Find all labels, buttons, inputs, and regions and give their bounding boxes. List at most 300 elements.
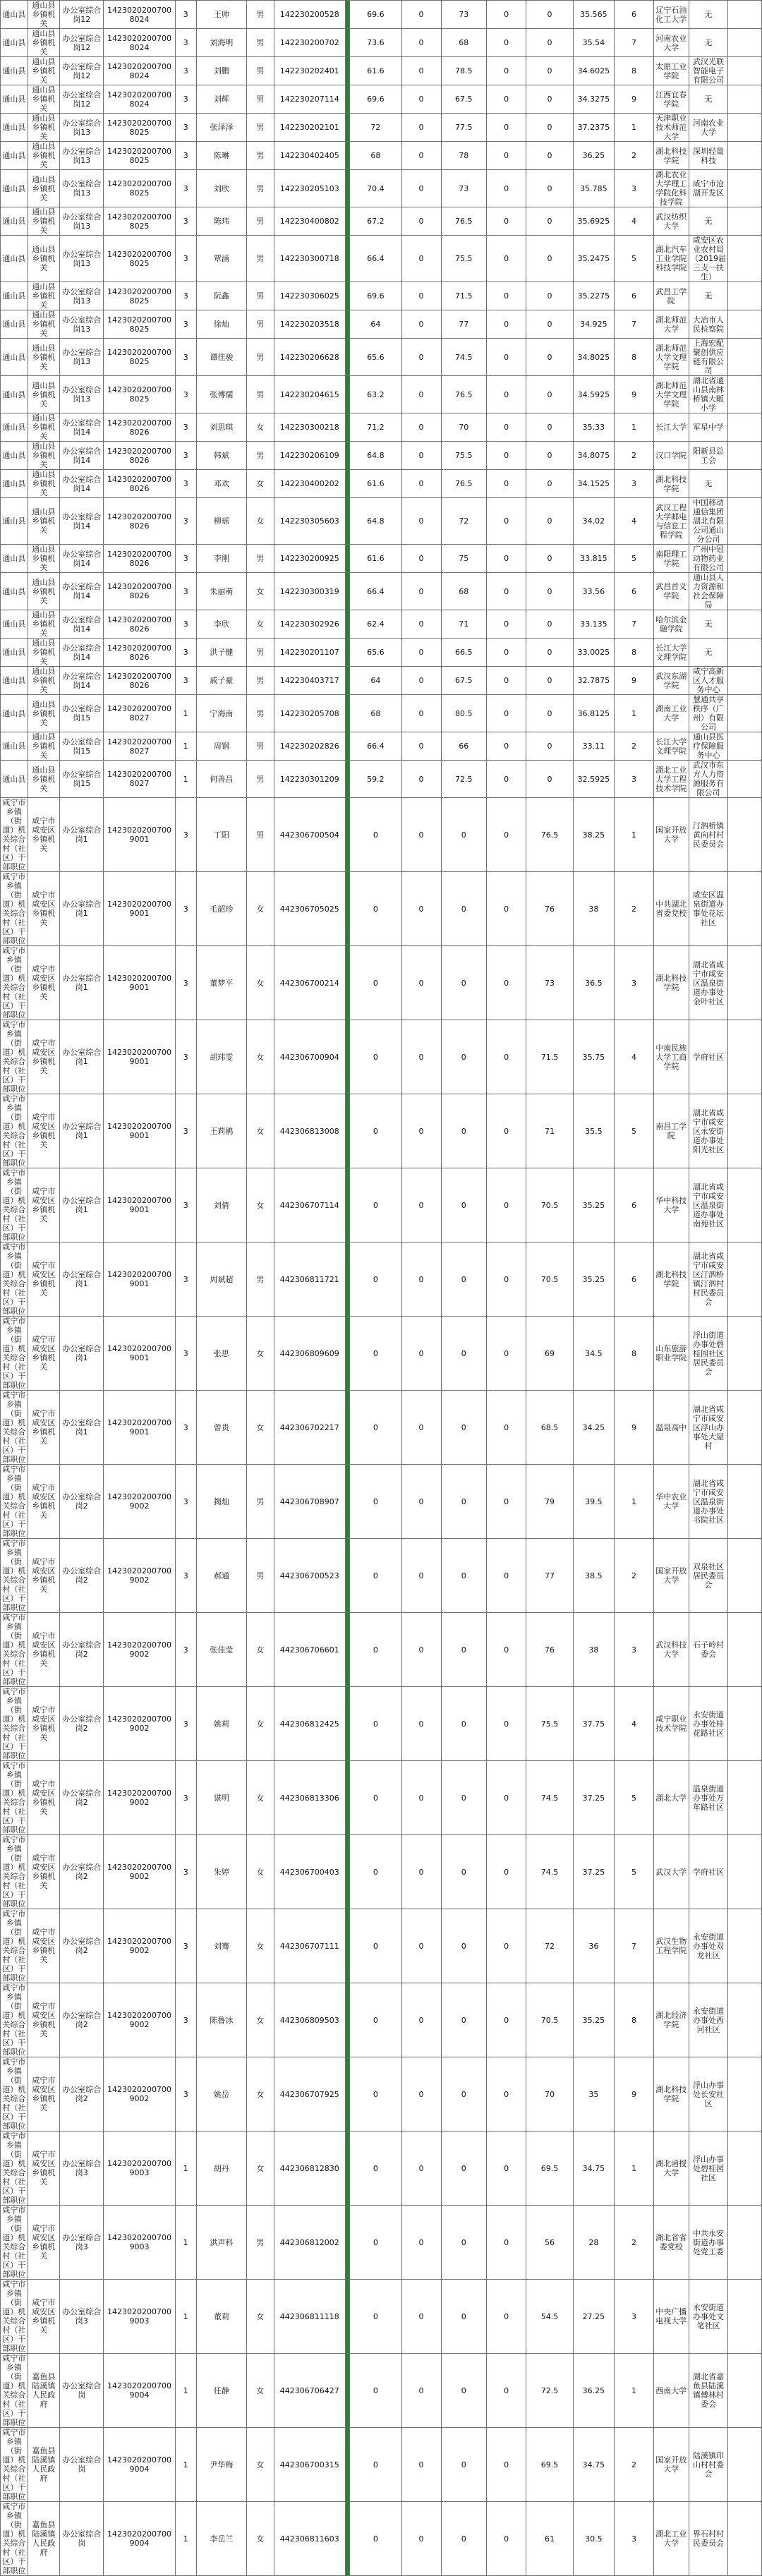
unit-cell: 咸宁市乡镇（街道）机关综合村（社区）干部职位	[1, 946, 28, 1020]
gender-cell: 男	[246, 170, 274, 207]
name-cell: 阮鑫	[196, 282, 246, 310]
name-cell: 宁海南	[196, 695, 246, 732]
gender-cell: 男	[246, 1242, 274, 1317]
quota-cell: 1	[175, 2131, 196, 2206]
school-cell: 汉口学院	[653, 442, 689, 470]
workplace-cell: 大冶市人民检察院	[689, 310, 728, 339]
rank-cell: 1	[614, 114, 653, 142]
unit-cell: 通山县	[1, 85, 28, 114]
quota-cell: 3	[175, 798, 196, 872]
total-score-cell: 33.0025	[573, 639, 614, 667]
score-cell-3: 0	[441, 1094, 487, 1168]
rank-cell: 5	[614, 1835, 653, 1909]
position-cell: 办公室综合岗12	[59, 29, 103, 57]
quota-cell: 3	[175, 29, 196, 57]
ticket-number-cell: 442306705025	[274, 872, 345, 946]
position-code-cell: 14230202007009001	[104, 946, 175, 1020]
unit-cell: 通山县	[1, 639, 28, 667]
position-cell: 办公室综合岗2	[59, 1835, 103, 1909]
position-cell: 办公室综合岗15	[59, 732, 103, 761]
score-cell-2: 0	[401, 470, 441, 498]
score-cell-1: 0	[350, 1761, 401, 1835]
position-code-cell: 14230202007008026	[104, 667, 175, 695]
school-cell: 华中农业大学	[653, 1465, 689, 1539]
score-cell-2: 0	[401, 872, 441, 946]
unit-cell: 通山县	[1, 761, 28, 798]
workplace-cell: 无	[689, 610, 728, 639]
workplace-cell: 永安街道办事处西河社区	[689, 1983, 728, 2057]
score-cell-1: 66.4	[350, 236, 401, 282]
workplace-cell: 浮山办事处碧桂园社区	[689, 2131, 728, 2206]
score-cell-5: 0	[526, 282, 574, 310]
quota-cell: 3	[175, 1983, 196, 2057]
score-cell-2: 0	[401, 376, 441, 413]
ticket-number-cell: 142230302926	[274, 610, 345, 639]
blank-cell	[728, 1094, 762, 1168]
school-cell: 中南民族大学工商学院	[653, 1020, 689, 1094]
unit-cell: 通山县	[1, 573, 28, 610]
unit-cell: 通山县	[1, 207, 28, 236]
table-row	[1, 545, 762, 573]
school-cell: 武汉东湖学院	[653, 667, 689, 695]
score-cell-5: 0	[526, 142, 574, 170]
rank-cell: 3	[614, 170, 653, 207]
score-cell-4: 0	[487, 1539, 526, 1613]
school-cell: 哈尔滨金融学院	[653, 610, 689, 639]
position-cell: 办公室综合岗1	[59, 798, 103, 872]
score-cell-4: 0	[487, 1983, 526, 2057]
ticket-number-cell: 142230205708	[274, 695, 345, 732]
score-cell-5: 0	[526, 114, 574, 142]
employer-cell: 咸宁市咸安区乡镇机关	[28, 798, 59, 872]
score-cell-3: 68	[441, 29, 487, 57]
position-code-cell: 14230202007008026	[104, 470, 175, 498]
workplace-cell: 永安街道办事处文笔社区	[689, 2280, 728, 2354]
rank-cell: 3	[614, 761, 653, 798]
blank-cell	[728, 732, 762, 761]
workplace-cell: 无	[689, 470, 728, 498]
employer-cell: 咸宁市咸安区乡镇机关	[28, 1168, 59, 1242]
quota-cell: 3	[175, 1317, 196, 1391]
position-code-cell: 14230202007009002	[104, 1909, 175, 1983]
total-score-cell: 34.5	[573, 1317, 614, 1391]
score-cell-2: 0	[401, 339, 441, 376]
score-cell-3: 78	[441, 142, 487, 170]
score-cell-2: 0	[401, 1761, 441, 1835]
position-cell: 办公室综合岗14	[59, 545, 103, 573]
score-cell-5: 69.5	[526, 2428, 574, 2502]
score-cell-3: 73	[441, 170, 487, 207]
ticket-number-cell: 142230205103	[274, 170, 345, 207]
score-cell-3: 0	[441, 1020, 487, 1094]
score-cell-1: 68	[350, 142, 401, 170]
position-cell: 办公室综合岗13	[59, 236, 103, 282]
position-code-cell: 14230202007009001	[104, 798, 175, 872]
gender-cell: 男	[246, 695, 274, 732]
score-cell-1: 67.2	[350, 207, 401, 236]
table-row	[1, 1094, 762, 1168]
gender-cell: 女	[246, 413, 274, 442]
blank-cell	[728, 1983, 762, 2057]
gender-cell: 女	[246, 2502, 274, 2576]
quota-cell: 3	[175, 2057, 196, 2131]
name-cell: 姚岳	[196, 2057, 246, 2131]
blank-cell	[728, 282, 762, 310]
position-cell: 办公室综合岗13	[59, 207, 103, 236]
score-cell-4: 0	[487, 1094, 526, 1168]
name-cell: 毛韶珍	[196, 872, 246, 946]
position-cell: 办公室综合岗1	[59, 1242, 103, 1317]
score-cell-3: 0	[441, 798, 487, 872]
quota-cell: 1	[175, 2428, 196, 2502]
workplace-cell: 无	[689, 639, 728, 667]
name-cell: 尹华梅	[196, 2428, 246, 2502]
score-cell-2: 0	[401, 236, 441, 282]
position-cell: 办公室综合岗1	[59, 1168, 103, 1242]
gender-cell: 男	[246, 667, 274, 695]
school-cell: 太原工业学院	[653, 57, 689, 85]
position-code-cell: 14230202007009001	[104, 1020, 175, 1094]
score-cell-3: 0	[441, 1242, 487, 1317]
blank-cell	[728, 2280, 762, 2354]
workplace-cell: 咸宁高新区人才服务中心	[689, 667, 728, 695]
score-cell-2: 0	[401, 1983, 441, 2057]
score-cell-1: 64	[350, 310, 401, 339]
score-cell-1: 71.2	[350, 413, 401, 442]
workplace-cell: 永安街道办事处双龙社区	[689, 1909, 728, 1983]
blank-cell	[728, 207, 762, 236]
school-cell: 湖北科技学院	[653, 142, 689, 170]
position-code-cell: 14230202007009004	[104, 2354, 175, 2428]
position-code-cell: 14230202007008024	[104, 85, 175, 114]
gender-cell: 男	[246, 798, 274, 872]
workplace-cell: 河南农业大学	[689, 114, 728, 142]
name-cell: 王帅	[196, 1, 246, 29]
position-cell: 办公室综合岗2	[59, 2057, 103, 2131]
score-cell-5: 0	[526, 732, 574, 761]
score-cell-4: 0	[487, 1613, 526, 1687]
table-row	[1, 57, 762, 85]
score-cell-1: 0	[350, 2280, 401, 2354]
quota-cell: 3	[175, 1835, 196, 1909]
gender-cell: 男	[246, 376, 274, 413]
position-cell: 办公室综合岗14	[59, 667, 103, 695]
score-cell-4: 0	[487, 1761, 526, 1835]
blank-cell	[728, 114, 762, 142]
position-cell: 办公室综合岗12	[59, 57, 103, 85]
unit-cell: 通山县	[1, 310, 28, 339]
quota-cell: 1	[175, 2502, 196, 2576]
position-code-cell: 14230202007009002	[104, 1835, 175, 1909]
position-code-cell: 14230202007008025	[104, 114, 175, 142]
blank-cell	[728, 695, 762, 732]
ticket-number-cell: 142230202826	[274, 732, 345, 761]
employer-cell: 咸宁市咸安区乡镇机关	[28, 1465, 59, 1539]
score-cell-4: 0	[487, 470, 526, 498]
total-score-cell: 34.8025	[573, 339, 614, 376]
employer-cell: 通山县乡镇机关	[28, 57, 59, 85]
unit-cell: 咸宁市乡镇（街道）机关综合村（社区）干部职位	[1, 1983, 28, 2057]
quota-cell: 3	[175, 1391, 196, 1465]
score-cell-1: 69.6	[350, 282, 401, 310]
unit-cell: 通山县	[1, 57, 28, 85]
table-row	[1, 1761, 762, 1835]
unit-cell: 咸宁市乡镇（街道）机关综合村（社区）干部职位	[1, 1539, 28, 1613]
table-row	[1, 610, 762, 639]
unit-cell: 咸宁市乡镇（街道）机关综合村（社区）干部职位	[1, 2280, 28, 2354]
score-cell-3: 74.5	[441, 339, 487, 376]
employer-cell: 通山县乡镇机关	[28, 442, 59, 470]
employer-cell: 咸宁市咸安区乡镇机关	[28, 1687, 59, 1761]
score-cell-1: 69.6	[350, 1, 401, 29]
employer-cell: 通山县乡镇机关	[28, 667, 59, 695]
gender-cell: 男	[246, 639, 274, 667]
table-row	[1, 1317, 762, 1391]
score-cell-1: 0	[350, 2502, 401, 2576]
school-cell: 湖北工业大学工程技术学院	[653, 761, 689, 798]
score-cell-5: 0	[526, 442, 574, 470]
gender-cell: 女	[246, 1613, 274, 1687]
table-row	[1, 29, 762, 57]
score-cell-1: 62.4	[350, 610, 401, 639]
blank-cell	[728, 57, 762, 85]
gender-cell: 女	[246, 1687, 274, 1761]
score-cell-2: 0	[401, 1168, 441, 1242]
score-cell-3: 0	[441, 2057, 487, 2131]
score-cell-4: 0	[487, 1465, 526, 1539]
ticket-number-cell: 442306707925	[274, 2057, 345, 2131]
table-row	[1, 1613, 762, 1687]
score-cell-5: 0	[526, 498, 574, 545]
score-cell-3: 0	[441, 2280, 487, 2354]
score-cell-3: 70	[441, 413, 487, 442]
total-score-cell: 33.815	[573, 545, 614, 573]
score-cell-5: 72	[526, 1909, 574, 1983]
school-cell: 武汉工程大学邮电与信息工程学院	[653, 498, 689, 545]
name-cell: 刘辉	[196, 85, 246, 114]
blank-cell	[728, 339, 762, 376]
name-cell: 李岳兰	[196, 2502, 246, 2576]
unit-cell: 通山县	[1, 695, 28, 732]
score-cell-5: 76.5	[526, 798, 574, 872]
gender-cell: 男	[246, 236, 274, 282]
score-cell-4: 0	[487, 610, 526, 639]
position-code-cell: 14230202007009004	[104, 2502, 175, 2576]
total-score-cell: 35.2275	[573, 282, 614, 310]
position-code-cell: 14230202007009002	[104, 2057, 175, 2131]
position-cell: 办公室综合岗13	[59, 282, 103, 310]
school-cell: 国家开放大学	[653, 2428, 689, 2502]
unit-cell: 通山县	[1, 732, 28, 761]
unit-cell: 通山县	[1, 1, 28, 29]
score-cell-3: 0	[441, 946, 487, 1020]
score-cell-2: 0	[401, 732, 441, 761]
quota-cell: 3	[175, 413, 196, 442]
quota-cell: 3	[175, 545, 196, 573]
school-cell: 湖北函授大学	[653, 2131, 689, 2206]
score-cell-2: 0	[401, 1539, 441, 1613]
school-cell: 温泉高中	[653, 1391, 689, 1465]
workplace-cell: 武汉市东方人力资源服务有限公司	[689, 761, 728, 798]
table-row	[1, 1465, 762, 1539]
position-code-cell: 14230202007008024	[104, 1, 175, 29]
ticket-number-cell: 142230300718	[274, 236, 345, 282]
score-cell-2: 0	[401, 1835, 441, 1909]
school-cell: 华中科技大学	[653, 1168, 689, 1242]
score-cell-5: 70.5	[526, 1242, 574, 1317]
score-cell-5: 56	[526, 2206, 574, 2280]
employer-cell: 咸宁市咸安区乡镇机关	[28, 1020, 59, 1094]
total-score-cell: 34.25	[573, 1391, 614, 1465]
score-cell-1: 65.6	[350, 639, 401, 667]
name-cell: 刘欣	[196, 170, 246, 207]
unit-cell: 咸宁市乡镇（街道）机关综合村（社区）干部职位	[1, 1094, 28, 1168]
score-cell-3: 0	[441, 2502, 487, 2576]
total-score-cell: 38.25	[573, 798, 614, 872]
position-code-cell: 14230202007009002	[104, 1761, 175, 1835]
position-code-cell: 14230202007008027	[104, 695, 175, 732]
workplace-cell: 军星中学	[689, 413, 728, 442]
name-cell: 姚莉	[196, 1687, 246, 1761]
school-cell: 湖北科技学院	[653, 946, 689, 1020]
table-row	[1, 1, 762, 29]
employer-cell: 通山县乡镇机关	[28, 236, 59, 282]
school-cell: 武汉科技大学	[653, 1613, 689, 1687]
score-cell-1: 63.2	[350, 376, 401, 413]
ticket-number-cell: 142230306025	[274, 282, 345, 310]
unit-cell: 咸宁市乡镇（街道）机关综合村（社区）干部职位	[1, 2428, 28, 2502]
score-cell-5: 71	[526, 1094, 574, 1168]
score-cell-4: 0	[487, 236, 526, 282]
employer-cell: 通山县乡镇机关	[28, 310, 59, 339]
score-cell-5: 74.5	[526, 1835, 574, 1909]
score-cell-2: 0	[401, 1020, 441, 1094]
blank-cell	[728, 1465, 762, 1539]
blank-cell	[728, 442, 762, 470]
position-cell: 办公室综合岗1	[59, 1317, 103, 1391]
rank-cell: 8	[614, 57, 653, 85]
score-cell-4: 0	[487, 2502, 526, 2576]
name-cell: 揭灿	[196, 1465, 246, 1539]
position-code-cell: 14230202007009004	[104, 2428, 175, 2502]
ticket-number-cell: 442306812002	[274, 2206, 345, 2280]
unit-cell: 咸宁市乡镇（街道）机关综合村（社区）干部职位	[1, 1687, 28, 1761]
quota-cell: 3	[175, 1168, 196, 1242]
blank-cell	[728, 610, 762, 639]
ticket-number-cell: 142230200925	[274, 545, 345, 573]
position-cell: 办公室综合岗2	[59, 1465, 103, 1539]
score-cell-1: 0	[350, 1242, 401, 1317]
score-cell-3: 80.5	[441, 695, 487, 732]
employer-cell: 咸宁市咸安区乡镇机关	[28, 946, 59, 1020]
gender-cell: 男	[246, 57, 274, 85]
score-cell-3: 77.5	[441, 114, 487, 142]
total-score-cell: 34.6025	[573, 57, 614, 85]
rank-cell: 9	[614, 667, 653, 695]
score-cell-1: 0	[350, 1168, 401, 1242]
score-cell-2: 0	[401, 2057, 441, 2131]
quota-cell: 3	[175, 1687, 196, 1761]
rank-cell: 3	[614, 2502, 653, 2576]
score-cell-3: 75	[441, 545, 487, 573]
score-cell-4: 0	[487, 413, 526, 442]
quota-cell: 3	[175, 282, 196, 310]
quota-cell: 3	[175, 1242, 196, 1317]
unit-cell: 通山县	[1, 470, 28, 498]
total-score-cell: 35.75	[573, 1020, 614, 1094]
score-cell-2: 0	[401, 2131, 441, 2206]
gender-cell: 女	[246, 498, 274, 545]
employer-cell: 通山县乡镇机关	[28, 695, 59, 732]
unit-cell: 咸宁市乡镇（街道）机关综合村（社区）干部职位	[1, 1020, 28, 1094]
blank-cell	[728, 1317, 762, 1391]
score-cell-5: 0	[526, 545, 574, 573]
score-cell-5: 0	[526, 236, 574, 282]
score-cell-3: 0	[441, 872, 487, 946]
ticket-number-cell: 142230300218	[274, 413, 345, 442]
table-row	[1, 1909, 762, 1983]
score-cell-4: 0	[487, 667, 526, 695]
rank-cell: 9	[614, 85, 653, 114]
workplace-cell: 咸宁市沧湖开发区	[689, 170, 728, 207]
unit-cell: 通山县	[1, 339, 28, 376]
table-row	[1, 2428, 762, 2502]
score-cell-2: 0	[401, 114, 441, 142]
gender-cell: 女	[246, 1983, 274, 2057]
unit-cell: 咸宁市乡镇（街道）机关综合村（社区）干部职位	[1, 798, 28, 872]
total-score-cell: 36	[573, 1909, 614, 1983]
total-score-cell: 37.25	[573, 1761, 614, 1835]
ticket-number-cell: 442306813306	[274, 1761, 345, 1835]
quota-cell: 3	[175, 573, 196, 610]
rank-cell: 6	[614, 1168, 653, 1242]
table-row	[1, 798, 762, 872]
school-cell: 湖北师范大学	[653, 310, 689, 339]
school-cell: 湖北大学	[653, 1761, 689, 1835]
total-score-cell: 35.25	[573, 1168, 614, 1242]
score-cell-3: 73	[441, 1, 487, 29]
gender-cell: 男	[246, 545, 274, 573]
blank-cell	[728, 545, 762, 573]
name-cell: 董莉	[196, 2280, 246, 2354]
table-row	[1, 2131, 762, 2206]
name-cell: 张思	[196, 1317, 246, 1391]
score-cell-2: 0	[401, 1317, 441, 1391]
name-cell: 张泽泽	[196, 114, 246, 142]
position-cell: 办公室综合岗13	[59, 142, 103, 170]
rank-cell: 9	[614, 2057, 653, 2131]
unit-cell: 咸宁市乡镇（街道）机关综合村（社区）干部职位	[1, 1317, 28, 1391]
ticket-number-cell: 142230207114	[274, 85, 345, 114]
quota-cell: 3	[175, 667, 196, 695]
score-cell-3: 72.5	[441, 761, 487, 798]
quota-cell: 3	[175, 872, 196, 946]
score-cell-1: 61.6	[350, 57, 401, 85]
score-cell-1: 69.6	[350, 85, 401, 114]
table-row	[1, 413, 762, 442]
name-cell: 戚子豪	[196, 667, 246, 695]
workplace-cell: 湖北省通山县南林桥镇大畈小学	[689, 376, 728, 413]
school-cell: 武昌首义学院	[653, 573, 689, 610]
score-cell-5: 71.5	[526, 1020, 574, 1094]
position-cell: 办公室综合岗2	[59, 1909, 103, 1983]
blank-cell	[728, 470, 762, 498]
school-cell: 南阳理工学院	[653, 545, 689, 573]
position-code-cell: 14230202007008026	[104, 639, 175, 667]
quota-cell: 3	[175, 610, 196, 639]
name-cell: 胡丹	[196, 2131, 246, 2206]
score-cell-2: 0	[401, 207, 441, 236]
